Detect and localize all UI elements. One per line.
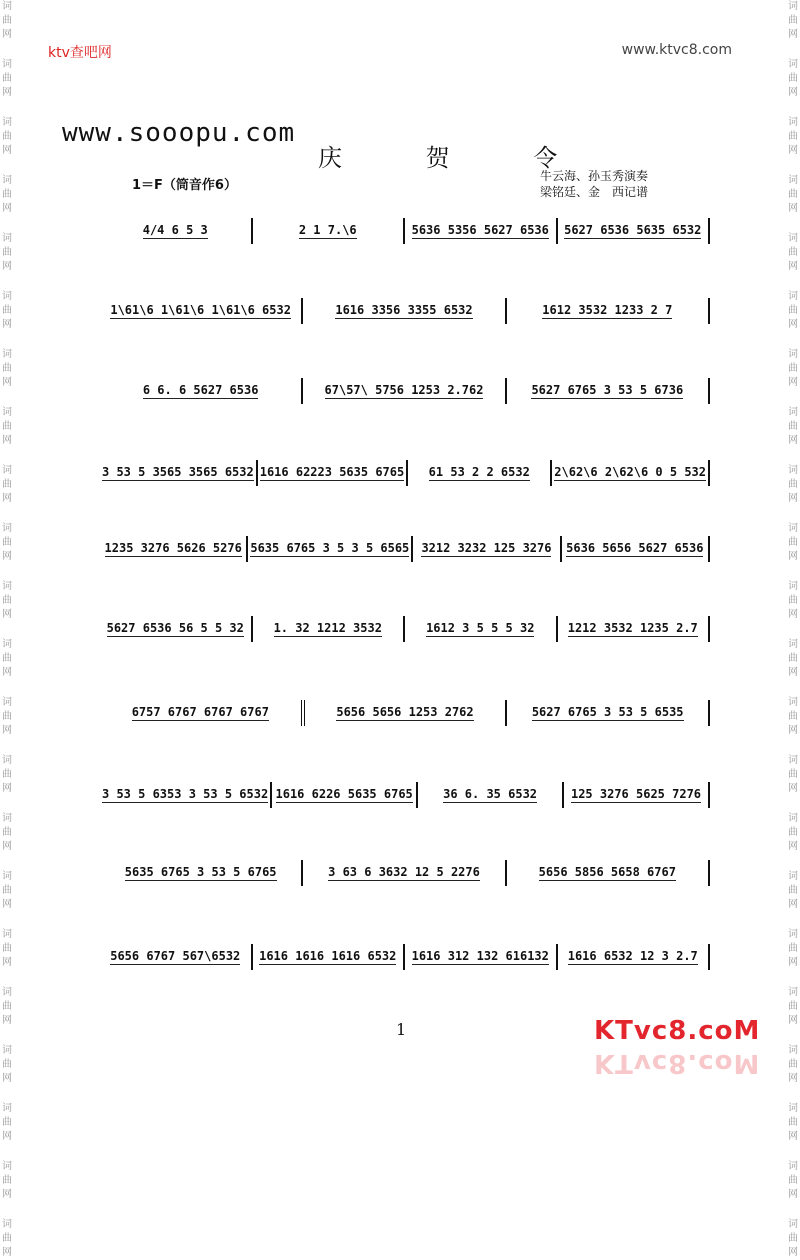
watermark-glyph: 词 曲 网: [788, 59, 798, 98]
watermark-glyph: 词 曲 网: [2, 1161, 12, 1200]
measure: [507, 700, 710, 726]
score-line: [100, 616, 710, 642]
watermark-glyph: 词 曲 网: [788, 523, 798, 562]
measure: [413, 536, 561, 562]
watermark-glyph: 词 曲 网: [788, 175, 798, 214]
measure: [303, 298, 506, 324]
score-line: [100, 378, 710, 404]
score-line: [100, 782, 710, 808]
score-line: [100, 944, 710, 970]
measure-notes: 5627 6536 5635 6532: [564, 223, 702, 237]
side-watermark-right: [786, 0, 800, 1258]
measure: [253, 944, 406, 970]
measure-notes: 1212 3532 1235 2.7: [567, 621, 698, 635]
measure: [305, 700, 508, 726]
watermark-glyph: 词 曲 网: [788, 813, 798, 852]
measure-notes: 1612 3532 1233 2 7: [542, 303, 673, 317]
measure-notes: 2\62\6 2\62\6 0 5 532: [554, 465, 706, 479]
watermark-glyph: 词 曲 网: [2, 59, 12, 98]
measure: [100, 782, 272, 808]
measure: [507, 378, 710, 404]
measure: [418, 782, 564, 808]
watermark-glyph: 词 曲 网: [788, 233, 798, 272]
measure-notes: 6757 6767 6767 6767: [131, 705, 269, 719]
measure-notes: 5627 6765 3 53 5 6535: [531, 705, 684, 719]
measure-notes: 4/4 6 5 3: [142, 223, 208, 237]
watermark-glyph: 词 曲 网: [788, 291, 798, 330]
measure-notes: 1616 6226 5635 6765: [275, 787, 413, 801]
score-line: [100, 460, 710, 486]
credit-performers: 牛云海、孙玉秀演奏: [540, 169, 649, 183]
measure: [552, 460, 710, 486]
measure: [100, 218, 253, 244]
measure-notes: 1\61\6 1\61\6 1\61\6 6532: [110, 303, 291, 317]
key-signature: 1＝F（筒音作6）: [132, 178, 237, 193]
watermark-glyph: 词 曲 网: [788, 929, 798, 968]
watermark-glyph: 词 曲 网: [788, 755, 798, 794]
watermark-glyph: 词 曲 网: [2, 871, 12, 910]
measure: [507, 860, 710, 886]
measure: [100, 536, 248, 562]
watermark-glyph: 词 曲 网: [2, 581, 12, 620]
measure: [562, 536, 710, 562]
measure: [248, 536, 413, 562]
measure-notes: 3212 3232 125 3276: [421, 541, 552, 555]
watermark-glyph: 词 曲 网: [2, 987, 12, 1026]
measure: [507, 298, 710, 324]
measure: [253, 218, 406, 244]
measure-notes: 3 53 5 6353 3 53 5 6532: [102, 787, 269, 801]
measure: [558, 616, 711, 642]
measure: [558, 944, 711, 970]
measure: [100, 460, 258, 486]
watermark-glyph: 词 曲 网: [788, 1103, 798, 1142]
score-line: [100, 218, 710, 244]
measure-notes: 5656 5656 1253 2762: [336, 705, 474, 719]
watermark-glyph: 词 曲 网: [788, 1219, 798, 1258]
watermark-glyph: 词 曲 网: [2, 407, 12, 446]
score-line: [100, 536, 710, 562]
measure: [100, 860, 303, 886]
measure: [100, 378, 303, 404]
watermark-glyph: 词 曲 网: [2, 697, 12, 736]
measure-notes: 5627 6765 3 53 5 6736: [531, 383, 684, 397]
watermark-glyph: 词 曲 网: [2, 523, 12, 562]
measure-notes: 5656 5856 5658 6767: [538, 865, 676, 879]
measure-notes: 36 6. 35 6532: [443, 787, 538, 801]
watermark-glyph: 词 曲 网: [2, 813, 12, 852]
site-watermark-url: www.sooopu.com: [62, 118, 296, 148]
measure-notes: 1. 32 1212 3532: [273, 621, 382, 635]
measure-notes: 1616 3356 3355 6532: [335, 303, 473, 317]
watermark-glyph: 词 曲 网: [2, 117, 12, 156]
side-watermark-left: [0, 0, 14, 1258]
measure-notes: 5635 6765 3 53 5 6765: [124, 865, 277, 879]
watermark-glyph: 词 曲 网: [2, 1, 12, 40]
measure-notes: 1616 312 132 616132: [411, 949, 549, 963]
measure-notes: 3 63 6 3632 12 5 2276: [328, 865, 480, 879]
watermark-glyph: 词 曲 网: [788, 349, 798, 388]
watermark-glyph: 词 曲 网: [788, 1161, 798, 1200]
measure: [100, 298, 303, 324]
watermark-glyph: 词 曲 网: [2, 291, 12, 330]
measure-notes: 5656 6767 567\6532: [110, 949, 241, 963]
measure: [272, 782, 418, 808]
measure-notes: 3 53 5 3565 3565 6532: [102, 465, 254, 479]
measure-notes: 1235 3276 5626 5276: [104, 541, 242, 555]
measure: [100, 700, 305, 726]
measure: [564, 782, 710, 808]
measure-notes: 5636 5656 5627 6536: [566, 541, 704, 555]
measure-notes: 6 6. 6 5627 6536: [142, 383, 259, 397]
measure: [408, 460, 552, 486]
score-line: [100, 860, 710, 886]
watermark-glyph: 词 曲 网: [2, 1045, 12, 1084]
watermark-glyph: 词 曲 网: [2, 755, 12, 794]
watermark-glyph: 词 曲 网: [2, 349, 12, 388]
score-title: 庆 贺 令: [318, 144, 596, 172]
measure: [100, 616, 253, 642]
watermark-glyph: 词 曲 网: [788, 465, 798, 504]
measure: [558, 218, 711, 244]
measure-notes: 125 3276 5625 7276: [570, 787, 702, 801]
watermark-glyph: 词 曲 网: [2, 639, 12, 678]
measure-notes: 1616 62223 5635 6765: [259, 465, 405, 479]
watermark-glyph: 词 曲 网: [788, 639, 798, 678]
score-line: [100, 298, 710, 324]
ktvc8-logo: KTvc8.coM: [594, 1016, 761, 1046]
measure-notes: 1616 6532 12 3 2.7: [567, 949, 698, 963]
measure-notes: 5636 5356 5627 6536: [411, 223, 549, 237]
measure-notes: 67\57\ 5756 1253 2.762: [324, 383, 484, 397]
header-left-site[interactable]: ktv查吧网: [48, 45, 112, 61]
measure: [303, 860, 506, 886]
watermark-glyph: 词 曲 网: [788, 117, 798, 156]
watermark-glyph: 词 曲 网: [2, 233, 12, 272]
measure-notes: 1612 3 5 5 5 32: [426, 621, 535, 635]
ktvc8-logo-reflection: KTvc8.coM: [594, 1048, 761, 1078]
measure-notes: 61 53 2 2 6532: [428, 465, 530, 479]
measure: [405, 616, 558, 642]
header-right-url[interactable]: www.ktvc8.com: [621, 42, 732, 58]
watermark-glyph: 词 曲 网: [2, 465, 12, 504]
measure: [258, 460, 409, 486]
score-line: [100, 700, 710, 726]
page-number: 1: [396, 1020, 407, 1039]
measure: [253, 616, 406, 642]
measure-notes: 5627 6536 56 5 5 32: [106, 621, 244, 635]
watermark-glyph: 词 曲 网: [788, 1045, 798, 1084]
credit-transcribers: 梁铭廷、金 西记谱: [540, 185, 649, 199]
watermark-glyph: 词 曲 网: [2, 929, 12, 968]
measure: [405, 218, 558, 244]
watermark-glyph: 词 曲 网: [2, 175, 12, 214]
measure-notes: 1616 1616 1616 6532: [259, 949, 397, 963]
measure: [405, 944, 558, 970]
measure-notes: 2 1 7.\6: [298, 223, 357, 237]
measure: [100, 944, 253, 970]
measure: [303, 378, 506, 404]
credits: [540, 168, 648, 200]
watermark-glyph: 词 曲 网: [788, 1, 798, 40]
watermark-glyph: 词 曲 网: [2, 1219, 12, 1258]
watermark-glyph: 词 曲 网: [788, 987, 798, 1026]
watermark-glyph: 词 曲 网: [788, 871, 798, 910]
watermark-glyph: 词 曲 网: [2, 1103, 12, 1142]
watermark-glyph: 词 曲 网: [788, 407, 798, 446]
watermark-glyph: 词 曲 网: [788, 581, 798, 620]
measure-notes: 5635 6765 3 5 3 5 6565: [250, 541, 410, 555]
watermark-glyph: 词 曲 网: [788, 697, 798, 736]
